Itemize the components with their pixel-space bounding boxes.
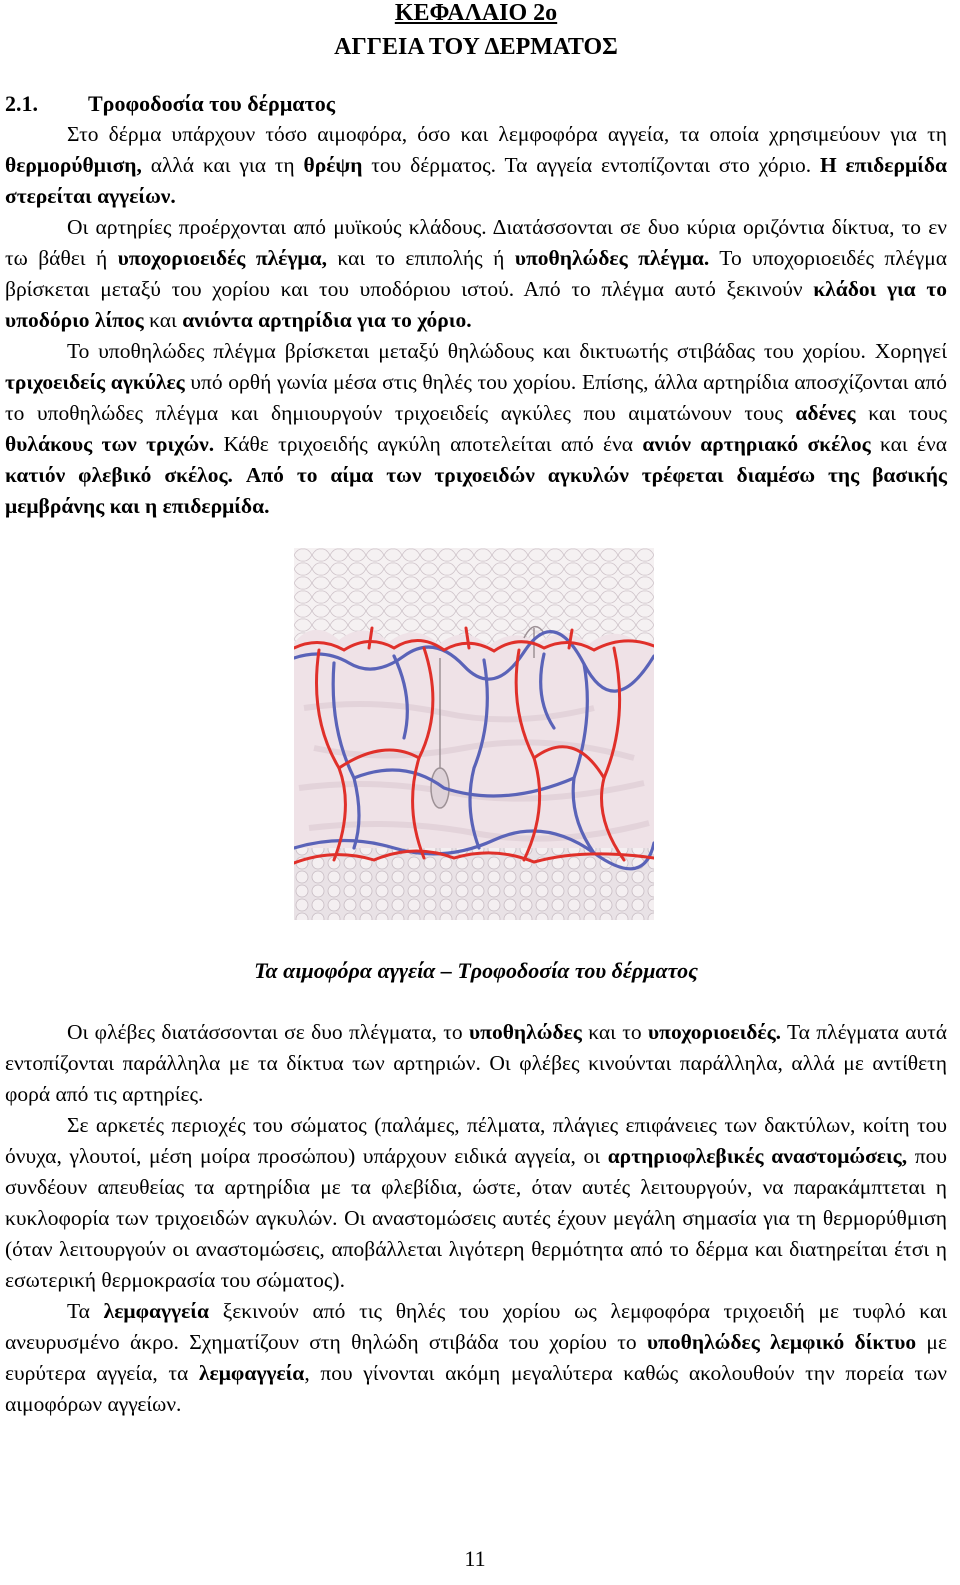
text-run: Οι φλέβες διατάσσονται σε δυο πλέγματα, το (67, 1020, 470, 1044)
paragraph-3 (5, 336, 947, 522)
bold-term: ανιόντα αρτηρίδια για το χόριο. (182, 308, 472, 332)
text-run: Οι αρτηρίες προέρχονται από μυϊκούς κλάδους. Διατάσσονται σε δυο κύρια οριζόντια δίκτυα, το εν τω βάθει ή (5, 215, 947, 270)
text-run: και το (581, 1020, 648, 1044)
text-run: και (143, 308, 183, 332)
text-run: αλλά και για τη (141, 153, 304, 177)
text-run: με ευρύτερα αγγεία, τα (5, 1330, 947, 1385)
section-title: Τροφοδοσία του δέρματος (88, 91, 335, 116)
text-run: Τα (67, 1299, 104, 1323)
text-run: υπό ορθή γωνία μέσα στις θηλές του χορίου. Επίσης, άλλα αρτηρίδια αποσχίζονται από το υποθηλώδες πλέγμα και δημιουργούν τριχοειδείς αγκύλες που αιματώνουν τους (5, 370, 947, 425)
paragraph-2 (5, 212, 947, 336)
chapter-title: ΚΕΦΑΛΑΙΟ 2ο (394, 0, 558, 26)
bold-term: θρέψη (303, 153, 363, 177)
bold-term: κατιόν φλεβικό σκέλος. (5, 463, 233, 487)
text-run: ξεκινούν από τις θηλές του χορίου ως λεμφοφόρα τριχοειδή με τυφλό και ανευρυσμένο άκρο. Σχηματίζουν στη θηλώδη στιβάδα του χορίου το (5, 1299, 947, 1354)
paragraph-4 (5, 1017, 947, 1110)
bold-term: ανιόν αρτηριακό σκέλος (642, 432, 871, 456)
bold-term: υποθηλώδες (469, 1020, 582, 1044)
text-run: και το επιπολής ή (326, 246, 515, 270)
bold-term: θυλάκους των τριχών. (5, 432, 215, 456)
text-run: που συνδέουν απευθείας τα αρτηρίδια με τα φλεβίδια, ώστε, όταν αυτές λειτουργούν, να παρακάμπτεται η κυκλοφορία των τριχοειδών αγκυλών. Οι αναστομώσεις αυτές έχουν μεγάλη σημασία για τη θερμορύθμιση (όταν λειτουργούν οι αναστομώσεις, αποβάλλεται λιγότερη θερμότητα από το δέρμα και διατηρείται έτσι η εσωτερική θερμοκρασία του σώματος). (5, 1144, 947, 1292)
text-run: Το υποθηλώδες πλέγμα βρίσκεται μεταξύ θηλώδους και δικτυωτής στιβάδας του χορίου. Χορηγεί (67, 339, 947, 363)
bold-term: αδένες (795, 401, 856, 425)
chapter-heading (5, 0, 947, 61)
bold-term: υποθηλώδες πλέγμα. (514, 246, 710, 270)
bold-term: υποχοριοειδές. (648, 1020, 782, 1044)
bold-term: αρτηριοφλεβικές αναστομώσεις, (607, 1144, 908, 1168)
bold-term: θερμορύθμιση, (5, 153, 142, 177)
bold-term: υποθηλώδες λεμφικό δίκτυο (646, 1330, 917, 1354)
figure-caption: Τα αιμοφόρα αγγεία – Τροφοδοσία του δέρματος (254, 958, 698, 983)
paragraph-6 (5, 1296, 947, 1420)
chapter-subtitle: ΑΓΓΕΙΑ ΤΟΥ ΔΕΡΜΑΤΟΣ (334, 34, 618, 60)
skin-vessels-illustration (294, 548, 654, 920)
text-run: και ένα (870, 432, 947, 456)
bold-term: τριχοειδείς αγκύλες (5, 370, 185, 394)
text-run: Το υποχοριοειδές πλέγμα βρίσκεται μεταξύ του χορίου και του υποδόριου ιστού. Από το πλέγμα αυτό ξεκινούν (5, 246, 948, 301)
bold-term: Η επιδερμίδα στερείται αγγείων. (5, 153, 947, 208)
text-run: Τα πλέγματα αυτά εντοπίζονται παράλληλα με τα δίκτυα των αρτηριών. Οι φλέβες κινούνται παράλληλα, αλλά με αντίθετη φορά από τις αρτηρίες. (5, 1020, 947, 1106)
spacer (5, 986, 947, 1017)
bold-term: υποχοριοειδές πλέγμα, (117, 246, 327, 270)
bold-term: λεμφαγγεία (198, 1361, 305, 1385)
paragraph-5 (5, 1110, 947, 1296)
paragraph-1 (5, 119, 947, 212)
text-run: του δέρματος. Τα αγγεία εντοπίζονται στο χόριο. (362, 153, 820, 177)
text-run (233, 463, 246, 487)
section-number: 2.1. (5, 91, 38, 116)
page-number: 11 (464, 1546, 486, 1571)
bold-term: κλάδοι για το υποδόριο λίπος (5, 277, 947, 332)
bold-term: λεμφαγγεία (103, 1299, 209, 1323)
bold-term: Από το αίμα των τριχοειδών αγκυλών τρέφεται διαμέσω της βασικής μεμβράνης και η επιδερμίδα. (5, 463, 948, 518)
text-run: Σε αρκετές περιοχές του σώματος (παλάμες, πέλματα, πλάγιες επιφάνειες των δακτύλων, κοίτη του όνυχα, γλουτοί, μέση μοίρα προσώπου) υπάρχουν ειδικά αγγεία, οι (5, 1113, 947, 1168)
text-run: Στο δέρμα υπάρχουν τόσο αιμοφόρα, όσο και λεμφοφόρα αγγεία, τα οποία χρησιμεύουν για τη (67, 122, 947, 146)
section-heading (5, 88, 947, 119)
text-run: και τους (855, 401, 947, 425)
skin-vessels-drawing (294, 548, 654, 920)
text-run: Κάθε τριχοειδής αγκύλη αποτελείται από ένα (214, 432, 643, 456)
text-run: , που γίνονται ακόμη μεγαλύτερα καθώς ακολουθούν την πορεία των αιμοφόρων αγγείων. (5, 1361, 947, 1416)
document-page (5, 0, 947, 1420)
